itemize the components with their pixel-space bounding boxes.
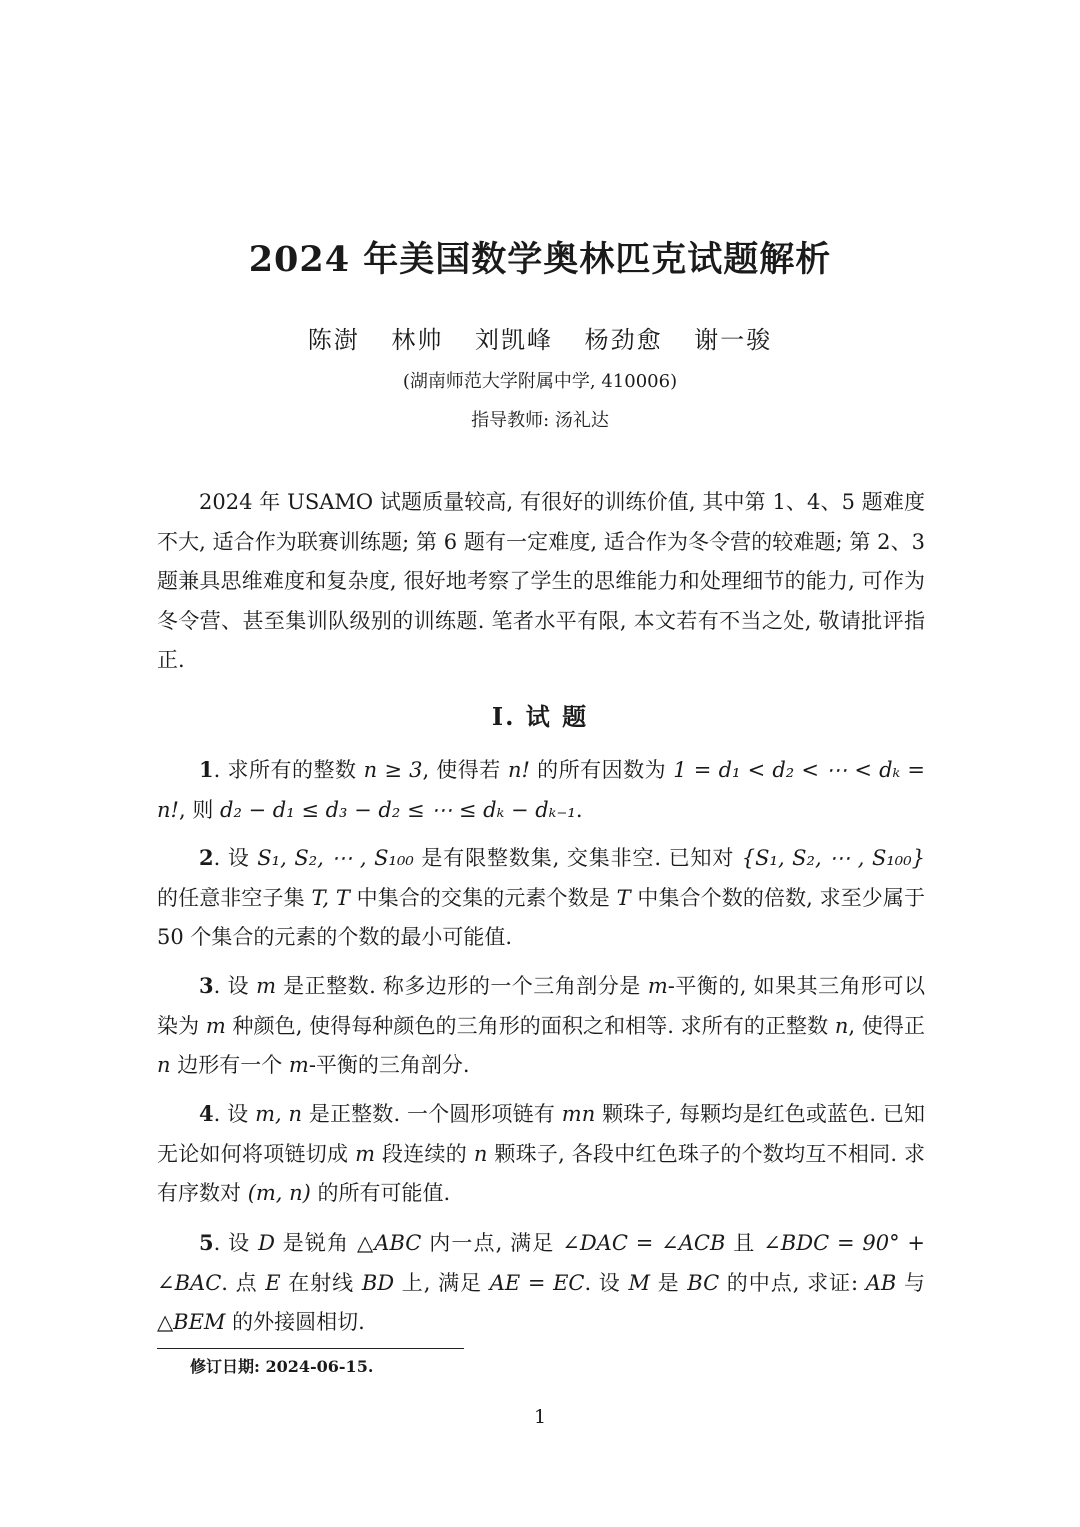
math: BD [361,1270,395,1295]
math: △ABC [357,1231,422,1255]
math: ∠DAC = ∠ACB [562,1231,726,1255]
page-number: 1 [533,1406,547,1428]
problem-number: 4 [199,1101,214,1126]
problem-4: 4. 设 m, n 是正整数. 一个圆形项链有 mn 颗珠子, 每颗均是红色或蓝色. 已知无论如何将项链切成 m 段连续的 n 颗珠子, 各段中红色珠子的个数均互不相同. 求有序数对 (m, n) 的所有可能值. [157,1101,925,1205]
affiliation: (湖南师范大学附属中学, 410006) [402,371,678,392]
math: mn [561,1102,596,1126]
math: m [355,1141,376,1166]
math: AE = EC [489,1270,585,1295]
math: T [616,885,631,910]
math: n [834,1013,849,1038]
math: BC [687,1270,720,1295]
author-list: 陈澍 林帅 刘凯峰 杨劲愈 谢一骏 [307,326,773,354]
footnote: 修订日期: 2024-06-15. [190,1357,374,1376]
footnote-rule [157,1348,464,1349]
math: d₂ − d₁ ≤ d₃ − d₂ ≤ ⋯ ≤ dₖ − dₖ₋₁ [220,797,576,822]
problem-number: 3 [199,973,214,998]
math: E [265,1270,281,1295]
problem-number: 1 [199,757,214,782]
math: S₁, S₂, ⋯ , S₁₀₀ [257,846,414,870]
math: n [473,1141,488,1166]
math: m [205,1013,226,1038]
math: M [628,1270,650,1295]
math: ∠BDC = 90° + ∠BAC [157,1231,926,1295]
math: AB [865,1270,897,1295]
paper-title: 2024 年美国数学奥林匹克试题解析 [248,239,832,280]
math: T, T [311,885,350,910]
math: {S₁, S₂, ⋯ , S₁₀₀} [741,846,925,870]
math: m [256,974,277,998]
math: n ≥ 3 [363,758,423,782]
problem-5: 5. 设 D 是锐角 △ABC 内一点, 满足 ∠DAC = ∠ACB 且 ∠BDC = 90° + ∠BAC. 点 E 在射线 BD 上, 满足 AE = EC. 设 M 是 BC 的中点, 求证: AB 与 △BEM 的外接圆相切. [157,1230,926,1334]
problem-1: 1. 求所有的整数 n ≥ 3, 使得若 n! 的所有因数为 1 = d₁ < d₂ < ⋯ < dₖ = n!, 则 d₂ − d₁ ≤ d₃ − d₂ ≤ ⋯ ≤ dₖ − dₖ₋₁. [157,757,925,822]
math: n [157,1053,171,1077]
math: 1 = d₁ < d₂ < ⋯ < dₖ = n! [157,758,925,822]
math: m [647,974,668,998]
problem-2: 2. 设 S₁, S₂, ⋯ , S₁₀₀ 是有限整数集, 交集非空. 已知对 {S₁, S₂, ⋯ , S₁₀₀} 的任意非空子集 T, T 中集合的交集的元素个数是 T 中集合个数的倍数, 求至少属于 50 个集合的元素的个数的最小可能值. [157,845,926,949]
problem-3: 3. 设 m 是正整数. 称多边形的一个三角剖分是 m-平衡的, 如果其三角形可以染为 m 种颜色, 使得每种颜色的三角形的面积之和相等. 求所有的正整数 n, 使得正 n 边形有一个 m-平衡的三角剖分. [157,973,925,1077]
math: m, n [255,1102,303,1126]
math: D [258,1231,275,1255]
problem-number: 2 [199,845,214,870]
math: m [288,1053,309,1077]
section-heading: I. 试 题 [491,702,589,731]
math: △BEM [157,1310,226,1334]
math: n! [507,758,530,782]
math: (m, n) [247,1181,311,1205]
abstract-paragraph: 2024 年 USAMO 试题质量较高, 有很好的训练价值, 其中第 1、4、5 题难度不大, 适合作为联赛训练题; 第 6 题有一定难度, 适合作为冬令营的较难题; 第 2、3 题兼具思维难度和复杂度, 很好地考察了学生的思维能力和处理细节的能力, 可作为冬令营、甚至集训队级别的训练题. 笔者水平有限, 本文若有不当之处, 敬请批评指正. [157,490,925,672]
advisor: 指导教师: 汤礼达 [471,410,609,431]
problem-number: 5 [199,1230,214,1255]
